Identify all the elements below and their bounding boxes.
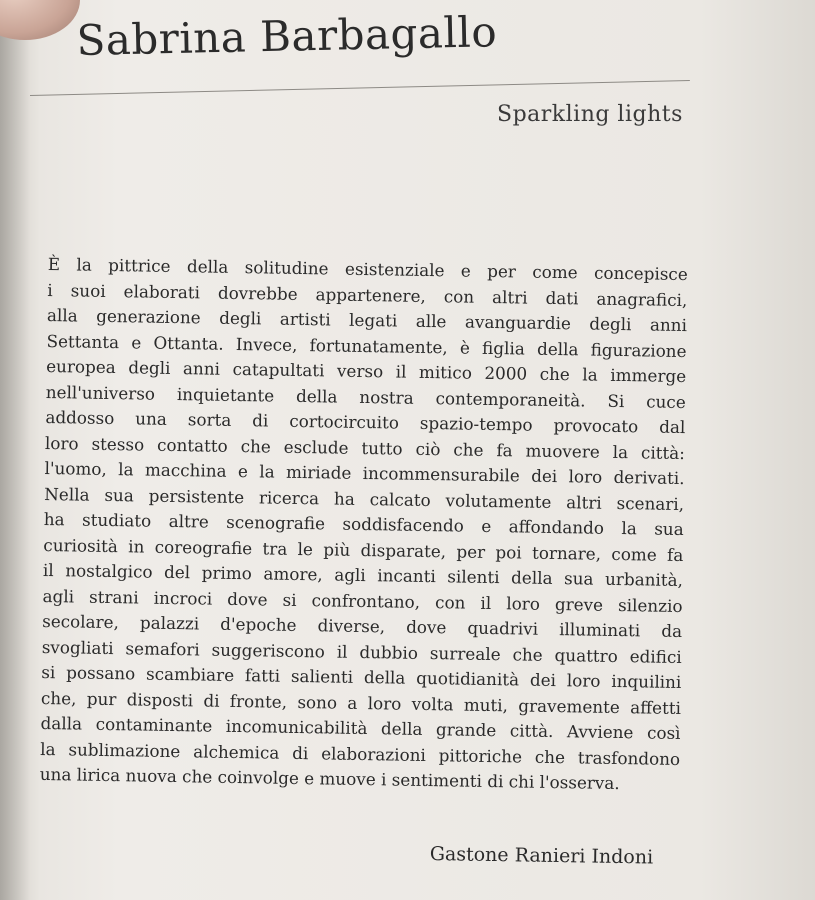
essay-line: europea degli anni catapultati verso il mitico 2000 che la immerge bbox=[46, 355, 687, 387]
essay-line: nell'universo inquietante della nostra contemporaneità. Si cuce bbox=[45, 381, 686, 412]
signature-author: Gastone Ranieri Indoni bbox=[429, 843, 654, 869]
essay-line: Settanta e Ottanta. Invece, fortunatamente, è figlia della figurazione bbox=[46, 330, 687, 361]
essay-line: alla generazione degli artisti legati alle avanguardie degli anni bbox=[46, 304, 688, 336]
page-gutter-shadow bbox=[0, 0, 30, 900]
artwork-title: Sparkling lights bbox=[497, 102, 683, 127]
essay-line: i suoi elaborati dovrebbe appartenere, con altri dati anagrafici, bbox=[47, 279, 688, 310]
essay-line: Nella sua persistente ricerca ha calcato volutamente altri scenari, bbox=[44, 483, 685, 514]
essay-line: secolare, palazzi d'epoche diverse, dove quadrivi illuminati da bbox=[42, 610, 683, 642]
essay-line: si possano scambiare fatti salienti della quotidianità dei loro inquilini bbox=[41, 661, 682, 692]
essay-line: ha studiato altre scenografie soddisfacendo e affondando la sua bbox=[43, 508, 684, 540]
essay-line: svogliati semafori suggeriscono il dubbio surreale che quattro edifici bbox=[41, 636, 682, 667]
essay-line: una lirica nuova che coinvolge e muove i sentimenti di chi l'osserva. bbox=[39, 763, 620, 794]
essay-line: il nostalgico del primo amore, agli incanti silenti della sua urbanità, bbox=[42, 559, 684, 591]
essay-line: addosso una sorta di cortocircuito spazio-tempo provocato dal bbox=[45, 406, 686, 438]
essay-line: l'uomo, la macchina e la miriade incommensurabile dei loro derivati. bbox=[44, 457, 685, 489]
essay-text bbox=[40, 252, 688, 797]
essay-line: loro stesso contatto che esclude tutto ciò che fa muovere la città: bbox=[44, 432, 686, 463]
essay-line: dalla contaminante incomunicabilità della grande città. Avviene così bbox=[40, 712, 681, 743]
thumb-holding-page bbox=[0, 0, 80, 40]
essay-line: È la pittrice della solitudine esistenziale e per come concepisce bbox=[47, 253, 688, 285]
essay-line: che, pur disposti di fronte, sono a loro volta muti, gravemente affetti bbox=[40, 687, 682, 718]
header-divider bbox=[30, 80, 690, 96]
essay-line: curiosità in coreografie tra le più disparate, per poi tornare, come fa bbox=[43, 534, 684, 565]
essay-line: la sublimazione alchemica di elaborazioni pittoriche che trasfondono bbox=[40, 738, 681, 769]
essay-line: agli strani incroci dove si confrontano, con il loro greve silenzio bbox=[42, 585, 683, 616]
author-name: Sabrina Barbagallo bbox=[76, 7, 498, 65]
